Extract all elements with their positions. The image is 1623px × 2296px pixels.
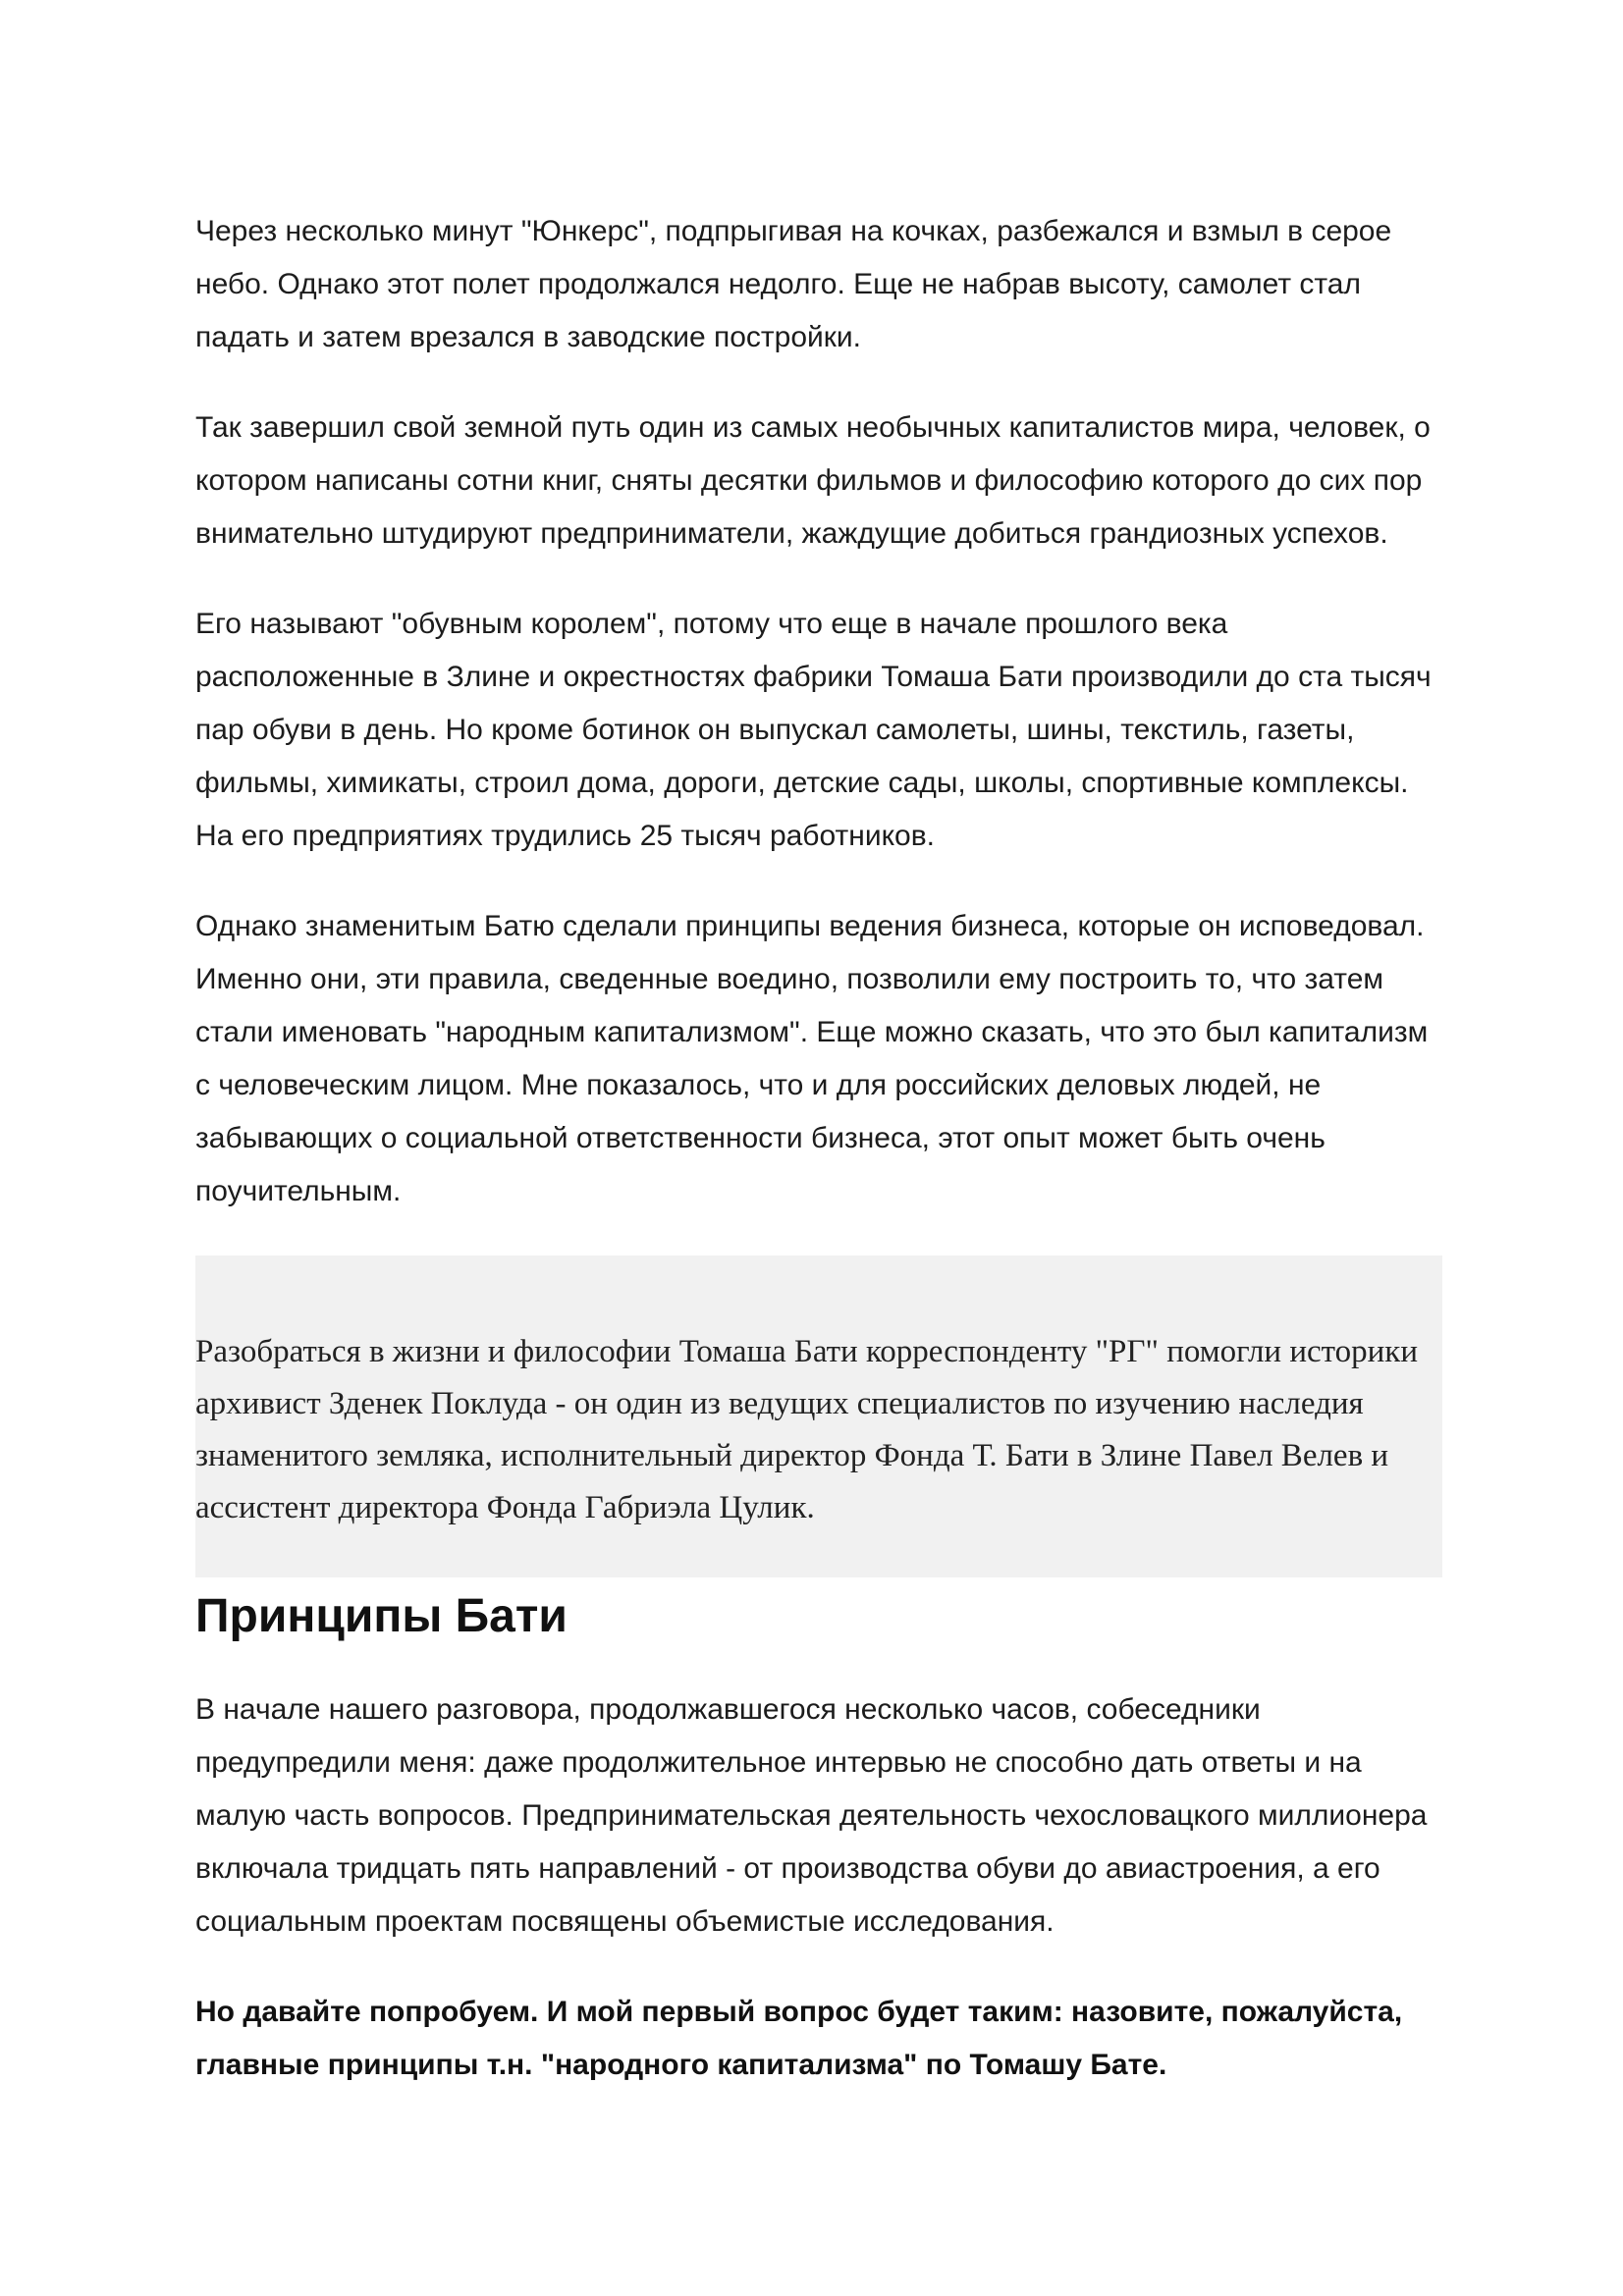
article-body [195, 205, 1442, 2092]
highlight-box [195, 1255, 1442, 1577]
paragraph-interview-intro: В начале нашего разговора, продолжавшегося несколько часов, собеседники предупредили меня: даже продолжительное интервью не способно дать ответы и на малую часть вопросов. Предпринимательская деятельность чехословацкого миллионера включала тридцать пять направлений - от производства обуви до авиастроения, а его социальным проектам посвящены объемистые исследования. [195, 1693, 1428, 1938]
highlight-text: Разобраться в жизни и философии Томаша Бати корреспонденту "РГ" помогли историки архивист Зденек Поклуда - он один из ведущих специалистов по изучению наследия знаменитого земляка, исполнительный директор Фонда Т. Бати в Злине Павел Велев и ассистент директора Фонда Габриэла Цулик. [195, 1334, 1418, 1525]
interview-question: Но давайте попробуем. И мой первый вопрос будет таким: назовите, пожалуйста, главные принципы т.н. "народного капитализма" по Томашу Бате. [195, 1996, 1403, 2081]
paragraph-unusual-capitalist: Так завершил свой земной путь один из самых необычных капиталистов мира, человек, о котором написаны сотни книг, сняты десятки фильмов и философию которого до сих пор внимательно штудируют предприниматели, жаждущие добиться грандиозных успехов. [195, 411, 1431, 550]
paragraph-junkers-crash: Через несколько минут "Юнкерс", подпрыгивая на кочках, разбежался и взмыл в серое небо. Однако этот полет продолжался недолго. Еще не набрав высоту, самолет стал падать и затем врезался в заводские постройки. [195, 215, 1392, 353]
section-heading: Принципы Бати [195, 1590, 568, 1642]
paragraph-business-principles: Однако знаменитым Батю сделали принципы ведения бизнеса, которые он исповедовал. Именно они, эти правила, сведенные воедино, позволили ему построить то, что затем стали именовать "народным капитализмом". Еще можно сказать, что это был капитализм с человеческим лицом. Мне показалось, что и для российских деловых людей, не забывающих о социальной ответственности бизнеса, этот опыт может быть очень поучительным. [195, 910, 1429, 1207]
paragraph-shoe-king: Его называют "обувным королем", потому что еще в начале прошлого века расположенные в Злине и окрестностях фабрики Томаша Бати производили до ста тысяч пар обуви в день. Но кроме ботинок он выпускал самолеты, шины, текстиль, газеты, фильмы, химикаты, строил дома, дороги, детские сады, школы, спортивные комплексы. На его предприятиях трудились 25 тысяч работников. [195, 608, 1432, 852]
